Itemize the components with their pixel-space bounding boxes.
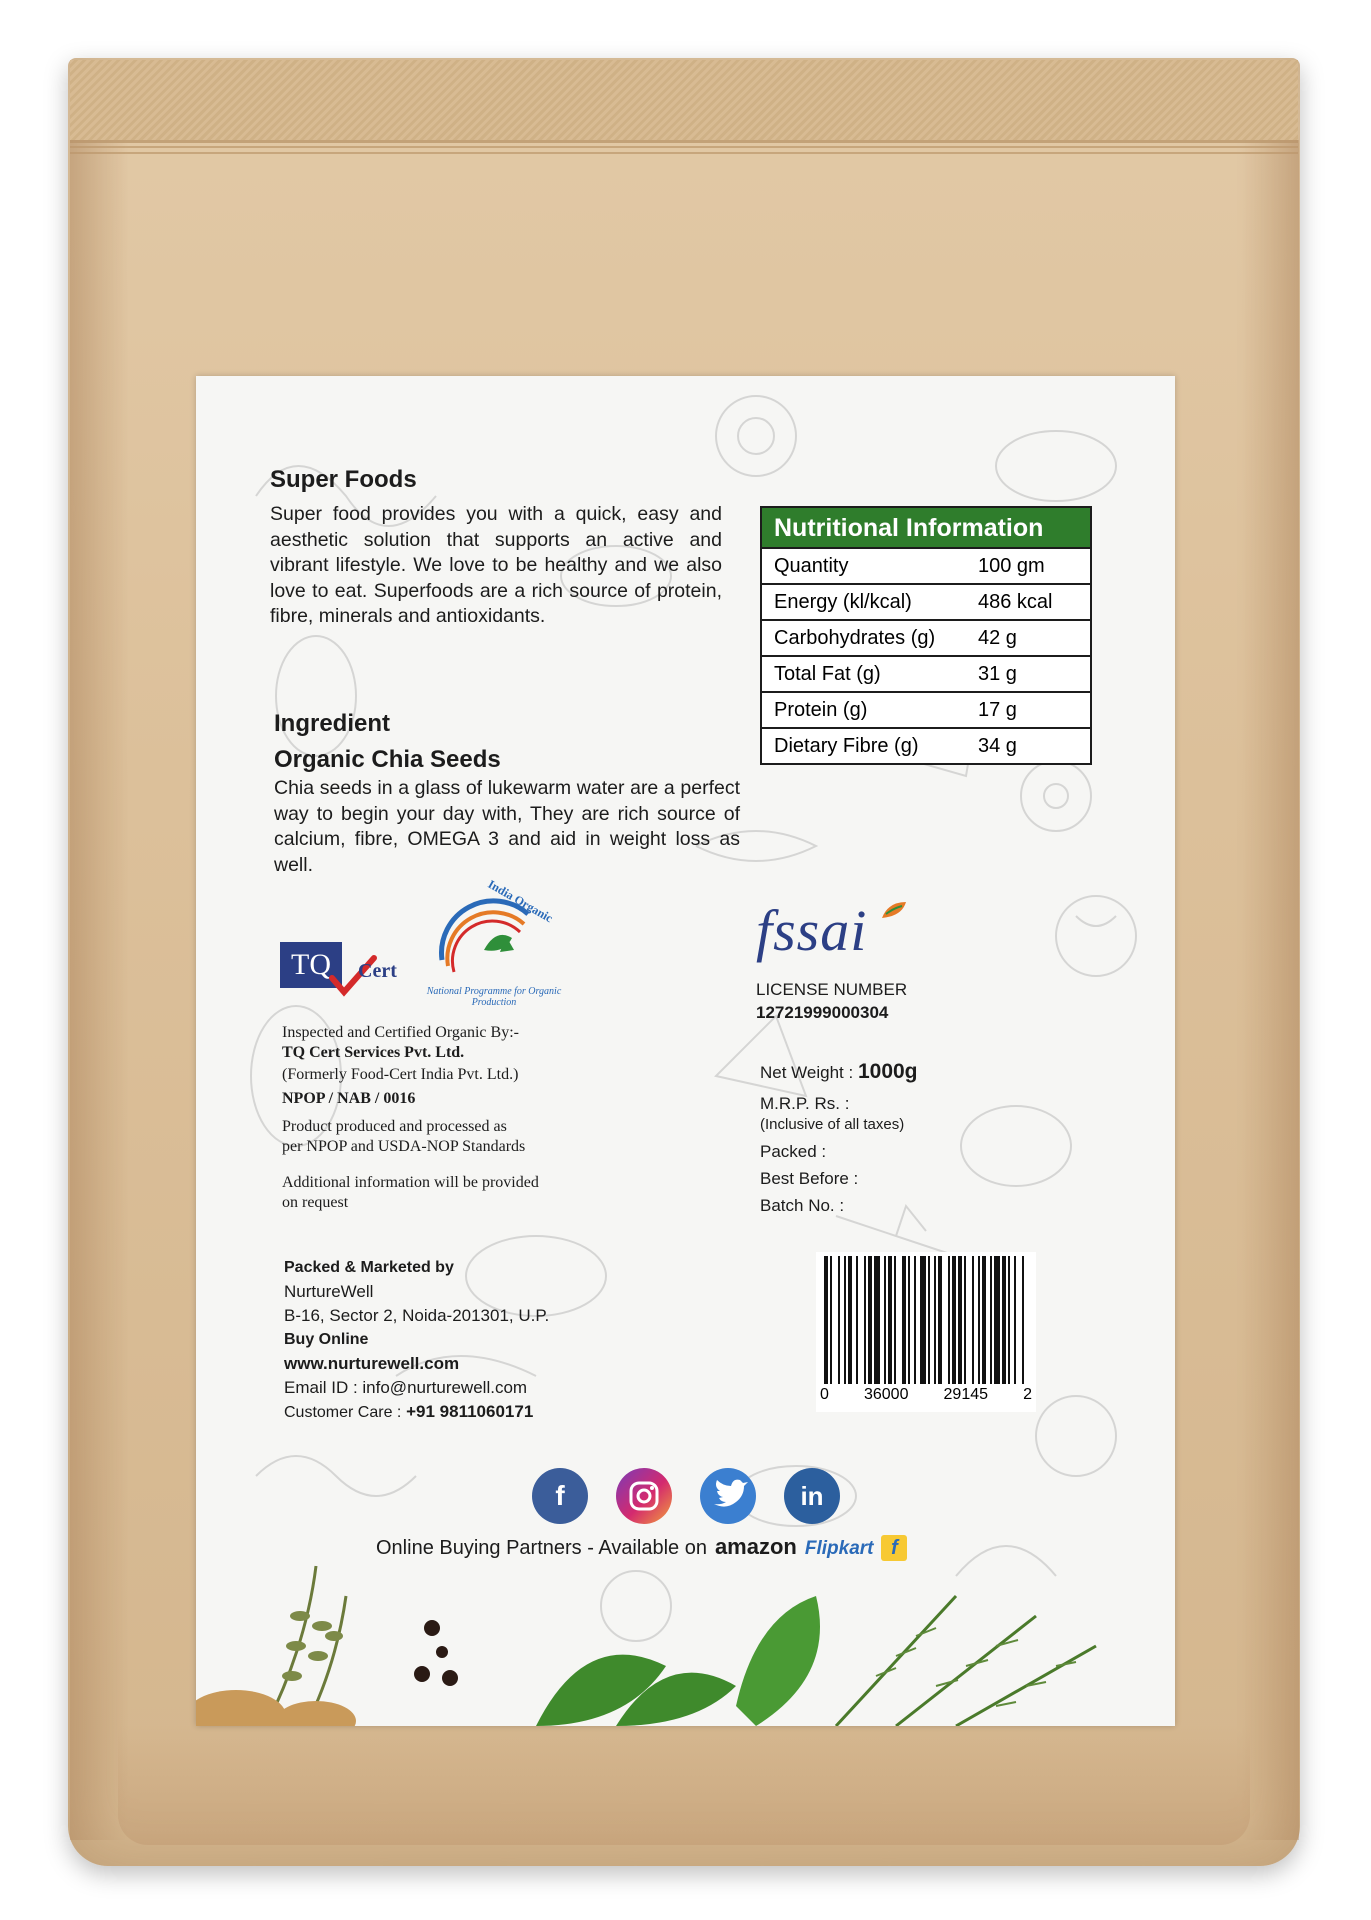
- barcode-digit: 2: [1023, 1386, 1032, 1403]
- amazon-logo[interactable]: amazon: [714, 1534, 797, 1559]
- barcode-digit: 36000: [863, 1386, 909, 1403]
- fssai-license-label: LICENSE NUMBER: [756, 980, 908, 999]
- nutrition-value: 486 kcal: [978, 590, 1053, 613]
- barcode-digit: 0: [820, 1386, 829, 1403]
- seal-line: [70, 146, 1298, 148]
- barcode-bar: [1002, 1256, 1006, 1384]
- net-weight: [760, 1060, 918, 1084]
- ingredient-text: Chia seeds in a glass of lukewarm water are a perfect way to begin your day with, They are rich source of calcium, fibre, OMEGA 3 and aid in weight loss as well.: [274, 777, 740, 876]
- nutrition-label: Carbohydrates (g): [774, 626, 936, 649]
- website-link[interactable]: www.nurturewell.com: [284, 1354, 460, 1373]
- mrp-note: (Inclusive of all taxes): [760, 1116, 905, 1133]
- barcode-bar: [884, 1256, 886, 1384]
- nutrition-label: Dietary Fibre (g): [774, 734, 919, 757]
- super-foods-heading: Super Foods: [270, 466, 417, 493]
- product-label: [196, 376, 1175, 1726]
- flipkart-logo[interactable]: Flipkart: [804, 1538, 874, 1559]
- barcode-bar: [978, 1256, 980, 1384]
- cert-line: Inspected and Certified Organic By:-: [282, 1024, 519, 1041]
- barcode-bar: [824, 1256, 828, 1384]
- india-organic-logo: India Organic National Programme for Organic Production: [424, 890, 564, 1014]
- herbs-illustration: [196, 1556, 1175, 1726]
- customer-care: [284, 1400, 533, 1425]
- ingredient-heading: Ingredient: [274, 710, 391, 737]
- nutrition-row: [762, 549, 1090, 585]
- net-weight-value: 1000g: [857, 1060, 918, 1083]
- nutrition-value: 100 gm: [978, 554, 1045, 577]
- email-text: Email ID : info@nurturewell.com: [284, 1378, 528, 1397]
- nutrition-row: [762, 585, 1090, 621]
- cert-line: (Formerly Food-Cert India Pvt. Ltd.): [282, 1066, 519, 1083]
- cert-line: on request: [282, 1194, 349, 1211]
- barcode-digits: [820, 1386, 1032, 1404]
- seal-line: [70, 152, 1298, 154]
- barcode-bar: [864, 1256, 866, 1384]
- barcode-bar: [964, 1256, 966, 1384]
- nutrition-row: [762, 657, 1090, 693]
- barcode-bar: [848, 1256, 852, 1384]
- cert-line: Additional information will be provided: [282, 1174, 539, 1191]
- net-weight-label: Net Weight :: [760, 1063, 854, 1082]
- ingredient-name: Organic Chia Seeds: [274, 746, 501, 773]
- barcode-bar: [838, 1256, 840, 1384]
- pouch-edge: [70, 140, 128, 1840]
- super-foods-text: Super food provides you with a quick, easy and aesthetic solution that supports an active and vibrant lifestyle. We love to be healthy and we also love to eat. Superfoods are a rich source of protein, fibre, minerals and antioxidants.: [270, 503, 722, 627]
- instagram-icon[interactable]: [616, 1468, 672, 1524]
- nutrition-label: Total Fat (g): [774, 662, 881, 685]
- instagram-glyph: [616, 1468, 672, 1524]
- barcode-bar: [990, 1256, 992, 1384]
- twitter-bird: [700, 1468, 756, 1524]
- barcode-bar: [902, 1256, 906, 1384]
- nutrition-title: Nutritional Information: [762, 508, 1090, 549]
- facebook-icon[interactable]: f: [532, 1468, 588, 1524]
- care-label: Customer Care :: [284, 1404, 402, 1421]
- nutrition-value: 31 g: [978, 662, 1017, 685]
- pouch-edge: [1241, 140, 1299, 1840]
- barcode-bar: [856, 1256, 858, 1384]
- marketer-name: NurtureWell: [284, 1282, 374, 1301]
- nutrition-row: [762, 621, 1090, 657]
- care-number: +91 9811060171: [406, 1402, 534, 1421]
- barcode-bar: [948, 1256, 950, 1384]
- tq-cert-logo: TQ Cert: [280, 942, 420, 1006]
- barcode-bar: [928, 1256, 930, 1384]
- npop-number: NPOP / NAB / 0016: [282, 1090, 416, 1107]
- barcode-bar: [920, 1256, 926, 1384]
- buy-online-label: Buy Online: [284, 1331, 369, 1348]
- partners-text: Online Buying Partners - Available on: [376, 1537, 707, 1559]
- nutrition-value: 17 g: [978, 698, 1017, 721]
- barcode-bar: [934, 1256, 936, 1384]
- barcode-digit: 29145: [943, 1386, 989, 1403]
- barcode-bar: [908, 1256, 910, 1384]
- barcode-bar: [830, 1256, 832, 1384]
- nutrition-label: Energy (kl/kcal): [774, 590, 912, 613]
- flipkart-icon: f: [881, 1535, 907, 1561]
- nutrition-row: [762, 693, 1090, 729]
- leaf-icon: [880, 900, 908, 920]
- barcode-bar: [972, 1256, 974, 1384]
- barcode-bar: [894, 1256, 896, 1384]
- barcode-bar: [1008, 1256, 1010, 1384]
- nutrition-value: 42 g: [978, 626, 1017, 649]
- india-organic-emblem: [424, 890, 564, 986]
- fssai-logo: fssai: [756, 896, 916, 966]
- twitter-icon[interactable]: [700, 1468, 756, 1524]
- barcode-bar: [1022, 1256, 1024, 1384]
- barcode-bars: [816, 1252, 1036, 1388]
- zip-seal: [70, 60, 1298, 143]
- marketer-address: B-16, Sector 2, Noida-201301, U.P.: [284, 1306, 550, 1325]
- fssai-license-number: 12721999000304: [756, 1003, 889, 1022]
- barcode-bar: [952, 1256, 956, 1384]
- nutrition-table: [760, 506, 1092, 765]
- packed-label: Packed :: [760, 1142, 827, 1161]
- barcode-bar: [938, 1256, 942, 1384]
- cert-body-name: TQ Cert Services Pvt. Ltd.: [282, 1044, 465, 1061]
- barcode-bar: [914, 1256, 916, 1384]
- nutrition-value: 34 g: [978, 734, 1017, 757]
- best-before-label: Best Before :: [760, 1169, 859, 1188]
- mrp-label: M.R.P. Rs. :: [760, 1094, 850, 1113]
- barcode-bar: [994, 1256, 1000, 1384]
- nutrition-label: Protein (g): [774, 698, 868, 721]
- barcode-bar: [868, 1256, 872, 1384]
- barcode-bar: [844, 1256, 846, 1384]
- marketer-heading: Packed & Marketed by: [284, 1259, 454, 1276]
- pouch-bottom: [118, 1725, 1250, 1845]
- barcode-bar: [982, 1256, 986, 1384]
- nutrition-row: [762, 729, 1090, 763]
- barcode-bar: [874, 1256, 880, 1384]
- barcode-bar: [888, 1256, 892, 1384]
- barcode-bar: [1014, 1256, 1016, 1384]
- batch-label: Batch No. :: [760, 1196, 845, 1215]
- linkedin-icon[interactable]: in: [784, 1468, 840, 1524]
- cert-line: per NPOP and USDA-NOP Standards: [282, 1138, 526, 1155]
- barcode: [816, 1252, 1036, 1412]
- barcode-bar: [958, 1256, 962, 1384]
- nutrition-label: Quantity: [774, 554, 849, 577]
- cert-line: Product produced and processed as: [282, 1118, 507, 1135]
